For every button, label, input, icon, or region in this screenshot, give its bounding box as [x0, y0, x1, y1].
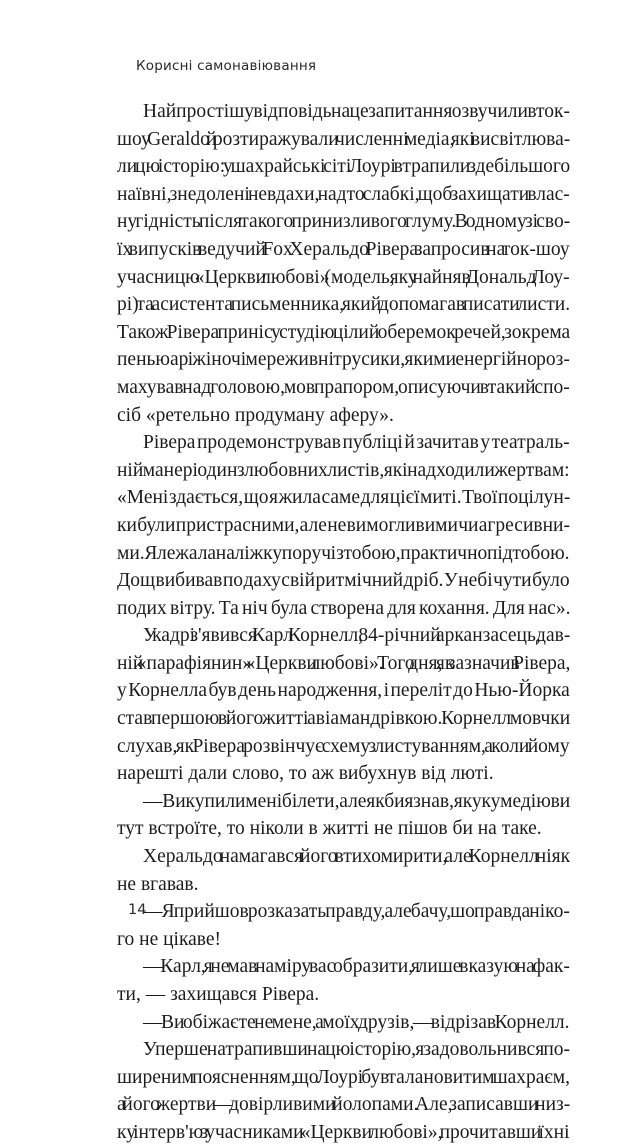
page-number: 14	[128, 902, 147, 918]
text-line: став першою в його житті авіамандрівкою. Корнелл мовчки	[117, 708, 571, 730]
text-line: Дощ вибивав по даху свій ритмічний дріб. У небі чути було	[117, 570, 570, 592]
text-line: не вгавав.	[117, 873, 199, 895]
running-header: Корисні самонавіювання	[136, 58, 317, 74]
text-line: ну гідність після такого принизливого глуму. В одному зі сво-	[117, 211, 571, 233]
text-line: ми. Я лежала на ліжку поруч із тобою, практично під тобою.	[117, 542, 570, 564]
text-line: Найпростішу відповідь на це запитання озвучили в ток-	[143, 101, 570, 122]
text-line: го не цікаве!	[117, 928, 222, 950]
paragraph	[117, 98, 570, 429]
text-line: ній манері один з любовних листів, які надходили жертвам:	[117, 459, 570, 481]
text-line: ти, — захищався Рівера.	[117, 984, 320, 1005]
text-line: ширеним поясненням, що Лоурі був талановитим шахраєм,	[117, 1066, 570, 1088]
text-line: шоу Geraldo й розтиражували численні медіа, які висвітлюва-	[117, 128, 571, 150]
text-line: махував над головою, мов прапором, описуючи в такий спо-	[117, 376, 570, 398]
text-line: слухав, як Рівера розвінчує схему з листуванням, а коли йому	[117, 735, 570, 757]
paragraph	[117, 622, 570, 788]
paragraph	[117, 788, 570, 843]
text-line: а його жертви — довірливими йолопами. Але, записавши низ-	[117, 1094, 571, 1116]
text-line: наївні, знедолені невдахи, надто слабкі, щоб захищати влас-	[117, 183, 570, 205]
text-line: їх випусків ведучий Fox Херальдо Рівера запросив на ток-шоу	[117, 238, 570, 260]
paragraph	[117, 843, 570, 898]
text-line: Херальдо намагався його втихомирити, але Корнелл ніяк	[143, 846, 571, 868]
text-line: ку інтерв'ю з учасниками «Церкви любові», прочитавши їхні	[117, 1121, 570, 1143]
paragraph	[117, 898, 570, 953]
text-line: У кадрі з'явився Карл Корнелл, 84-річний арканзасець, дав-	[143, 625, 571, 647]
text-line: тут встроїте, то ніколи в житті не пішов би на таке.	[117, 818, 542, 840]
text-line: нарешті дали слово, то аж вибухнув від люті.	[117, 763, 494, 785]
text-line: — Ви обіжаєте не мене, а моїх друзів, — відрізав Корнелл.	[143, 1011, 570, 1033]
text-line: ній «парафіянин» «Церкви любові». Того дня, як зазначив Рівера,	[117, 652, 571, 674]
text-line: учасницю «Церкви любові» (модель, яку найняв Дональд Лоу-	[117, 266, 570, 288]
paragraph	[117, 1036, 570, 1146]
paragraph	[117, 953, 570, 1008]
text-line: — Карл, я не мав наміру вас образити, я лише вказую на фак-	[143, 956, 570, 978]
text-line: Рівера продемонстрував публіці й зачитав у театраль-	[143, 432, 570, 454]
paragraph	[117, 429, 570, 622]
text-line: «Мені здається, що я жила саме для цієї миті. Твої поцілун-	[117, 487, 571, 509]
text-line: пеньюар і жіночі мереживні трусики, якими енергійно роз-	[117, 349, 570, 371]
body-text	[117, 98, 570, 1147]
text-line: — Я прийшов розказать правду, але бачу, шо правда ніко-	[143, 901, 570, 923]
text-line: ли цю історію: у шахрайські сіті Лоурі втрапили здебільшого	[117, 156, 571, 178]
text-line: у Корнелла був день народження, і переліт до Нью-Йорка	[117, 680, 570, 702]
text-line: ки були пристрасними, але не вимогливими чи агресивни-	[117, 514, 570, 536]
text-line: сіб «ретельно продуману аферу».	[117, 404, 394, 426]
text-line: рі) та асистента письменника, який допомагав писати листи.	[117, 294, 571, 316]
text-line: подих вітру. Та ніч була створена для кохання. Для нас».	[117, 597, 571, 619]
text-line: — Ви купили мені білети, але якби я знав, яку кумедію ви	[143, 790, 571, 812]
paragraph	[117, 1009, 570, 1037]
text-line: Також Рівера приніс у студію цілий оберемок речей, зокрема	[117, 321, 571, 343]
text-line: Уперше натрапивши на цю історію, я задовольнився по-	[143, 1039, 571, 1061]
